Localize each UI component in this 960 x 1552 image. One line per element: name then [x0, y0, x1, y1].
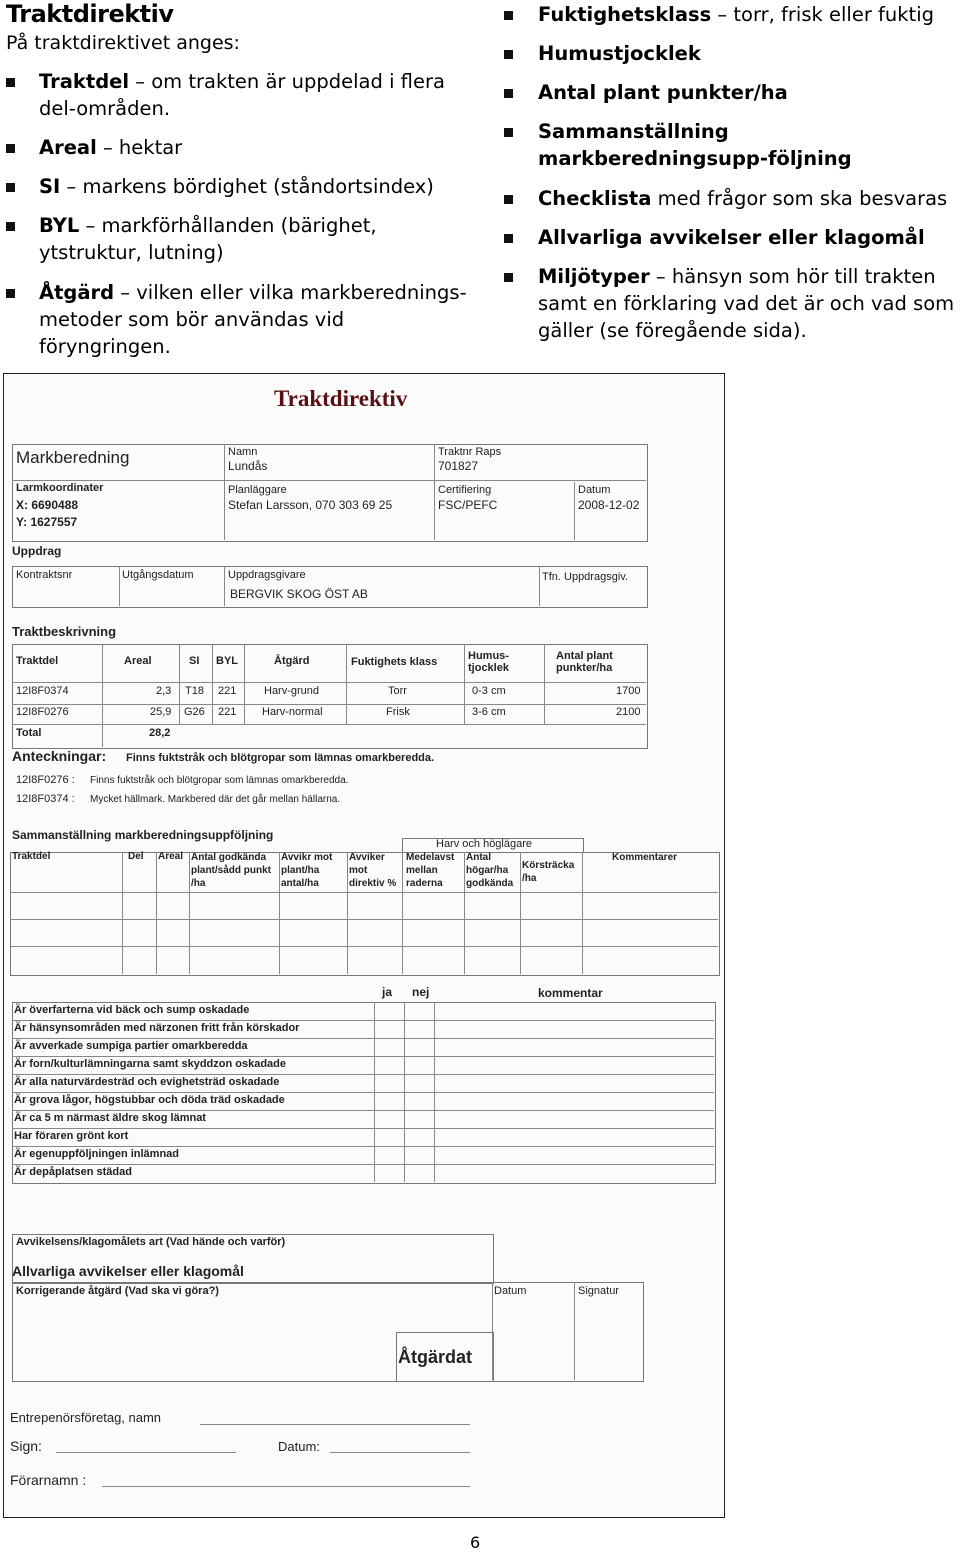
- bullet-checklista: [538, 185, 960, 212]
- anteckningar-text: Finns fuktstråk och blötgropar som lämnas omarkberedda.: [126, 752, 435, 764]
- bullet-text: – hektar: [96, 136, 183, 159]
- divider: [12, 704, 646, 705]
- divider: [464, 644, 465, 724]
- signature-line: [200, 1424, 470, 1425]
- divider: [544, 644, 545, 724]
- sign-label: Sign:: [10, 1438, 42, 1454]
- divider: [122, 852, 123, 974]
- divider: [582, 852, 583, 974]
- divider: [434, 444, 435, 540]
- form-title: Traktdirektiv: [274, 386, 408, 411]
- certifiering-value: FSC/PEFC: [438, 498, 498, 512]
- divider: [12, 1110, 714, 1111]
- uppdragsgivare-label: Uppdragsgivare: [228, 569, 306, 581]
- planlaggare-label: Planläggare: [228, 484, 287, 496]
- check-item: Är avverkade sumpiga partier omarkberedda: [14, 1040, 248, 1052]
- divider: [12, 1020, 714, 1021]
- bullet-antal-plant: [538, 79, 960, 106]
- divider: [574, 482, 575, 540]
- check-item: Är forn/kulturlämningarna samt skyddzon oskadade: [14, 1058, 287, 1070]
- datum-value: 2008-12-02: [578, 498, 640, 512]
- divider: [279, 852, 280, 974]
- tfn-label: Tfn. Uppdragsgiv.: [542, 571, 629, 583]
- bullet-square-icon: [504, 11, 513, 20]
- s-col-medelavst: Medelavst mellan raderna: [406, 852, 455, 889]
- divider: [10, 892, 718, 893]
- korr-datum-label: Datum: [494, 1285, 527, 1297]
- planlaggare-value: Stefan Larsson, 070 303 69 25: [228, 498, 393, 512]
- col-atgard: Åtgärd: [274, 655, 310, 667]
- note1-text: Finns fuktstråk och blötgropar som lämnas omarkberedda.: [90, 775, 349, 786]
- ja-label: ja: [382, 985, 393, 999]
- divider: [12, 724, 646, 725]
- bullet-square-icon: [504, 195, 513, 204]
- divider: [464, 852, 465, 974]
- check-item: Är ca 5 m närmast äldre skog lämnat: [14, 1112, 206, 1124]
- check-item: Är egenuppföljningen inlämnad: [14, 1148, 179, 1160]
- cell: Harv-normal: [262, 706, 323, 718]
- kontraktsnr-label: Kontraktsnr: [16, 569, 73, 581]
- note1-id: 12I8F0276 :: [16, 774, 75, 786]
- bullet-areal: [39, 134, 479, 161]
- cell: G26: [184, 706, 205, 718]
- divider: [224, 444, 225, 540]
- note2-text: Mycket hällmark. Markbered där det går mellan hällarna.: [90, 794, 341, 805]
- divider: [12, 682, 646, 683]
- utgangsdatum-label: Utgångsdatum: [122, 569, 194, 581]
- s-col-korstracka: Körsträcka /ha: [522, 860, 575, 884]
- namn-label: Namn: [228, 446, 258, 458]
- cell: 12I8F0276: [16, 706, 69, 718]
- allvarliga-heading: Allvarliga avvikelser eller klagomål: [12, 1263, 244, 1279]
- bullet-text: – vilken eller vilka markberednings-metoder som bör användas vid föryngringen.: [39, 281, 467, 358]
- bullet-term: Antal plant punkter/ha: [538, 81, 788, 104]
- bullet-text: – torr, frisk eller fuktig: [711, 3, 934, 26]
- bullet-si: [39, 173, 479, 200]
- divider: [189, 852, 190, 974]
- divider: [12, 1074, 714, 1075]
- divider: [179, 644, 180, 724]
- harv-label: Harv och höglägare: [436, 838, 533, 850]
- s-col-del: Del: [128, 851, 144, 862]
- divider: [520, 852, 521, 974]
- divider: [12, 1164, 714, 1165]
- namn-value: Lundås: [228, 459, 268, 473]
- bullet-term: Checklista: [538, 187, 652, 210]
- signature-line: [102, 1486, 470, 1487]
- check-item: Är överfarterna vid bäck och sump oskadade: [14, 1004, 250, 1016]
- divider: [12, 1128, 714, 1129]
- atgardat-label: Åtgärdat: [398, 1347, 473, 1367]
- cell: Torr: [388, 685, 407, 697]
- total-value: 28,2: [149, 727, 171, 739]
- y-coordinate: Y: 1627557: [16, 515, 78, 529]
- anteckningar-label: Anteckningar:: [12, 748, 107, 764]
- larmkoordinater-label: Larmkoordinater: [16, 482, 104, 494]
- cell: 1700: [616, 685, 641, 697]
- certifiering-label: Certifiering: [438, 484, 492, 496]
- bullet-text: – om trakten är uppdelad i flera del-områden.: [39, 70, 445, 120]
- page-heading: Traktdirektiv: [6, 0, 174, 28]
- page-number: 6: [470, 1533, 481, 1552]
- cell: Harv-grund: [264, 685, 320, 697]
- check-item: Är alla naturvärdesträd och evighetsträd oskadade: [14, 1076, 280, 1088]
- bullet-fuktighetsklass: [538, 1, 960, 28]
- bullet-term: Miljötyper: [538, 265, 650, 288]
- col-areal: Areal: [124, 655, 152, 667]
- bullet-square-icon: [6, 183, 15, 192]
- bullet-allvarliga: [538, 224, 960, 251]
- nej-label: nej: [412, 985, 430, 999]
- divider: [12, 1146, 714, 1147]
- bullet-traktdel: [39, 68, 479, 122]
- col-si: SI: [189, 655, 200, 667]
- traktdirektiv-form-scan: [3, 373, 725, 1518]
- bullet-square-icon: [504, 89, 513, 98]
- bullet-square-icon: [6, 144, 15, 153]
- col-traktdel: Traktdel: [16, 655, 59, 667]
- bullet-text: – hänsyn som hör till trakten samt en förklaring vad det är och vad som gäller (se föregående sida).: [538, 265, 955, 342]
- divider: [244, 644, 245, 724]
- avvikelse-art-label: Avvikelsens/klagomålets art (Vad hände och varför): [16, 1236, 286, 1248]
- divider: [12, 1056, 714, 1057]
- traktbeskrivning-label: Traktbeskrivning: [12, 624, 117, 639]
- korr-signatur-label: Signatur: [578, 1285, 619, 1297]
- divider: [119, 566, 120, 606]
- korrigerande-box: [12, 1282, 644, 1382]
- cell: 25,9: [150, 706, 172, 718]
- cell: 0-3 cm: [472, 685, 506, 697]
- bullet-text: – markförhållanden (bärighet, ytstruktur, lutning): [39, 214, 377, 264]
- sign-datum-label: Datum:: [278, 1439, 320, 1454]
- bullet-square-icon: [6, 78, 15, 87]
- divider: [574, 1282, 575, 1380]
- bullet-term: BYL: [39, 214, 80, 237]
- s-col-avviker-plant: Avvikr mot plant/ha antal/ha: [281, 852, 333, 889]
- divider: [156, 852, 157, 974]
- korrigerande-label: Korrigerande åtgärd (Vad ska vi göra?): [16, 1285, 219, 1297]
- bullet-text: med frågor som ska besvaras: [651, 187, 948, 210]
- note2-id: 12I8F0374 :: [16, 793, 75, 805]
- bullet-square-icon: [504, 234, 513, 243]
- bullet-term: Åtgärd: [39, 281, 115, 304]
- bullet-miljotyper: [538, 263, 960, 344]
- col-byl: BYL: [216, 655, 238, 667]
- divider: [10, 919, 718, 920]
- bullet-term: Sammanställning markberedningsupp-följning: [538, 120, 852, 170]
- bullet-term: Areal: [39, 136, 97, 159]
- cell: 2100: [616, 706, 641, 718]
- cell: 221: [218, 706, 237, 718]
- s-col-traktdel: Traktdel: [12, 851, 51, 862]
- datum-label: Datum: [578, 484, 611, 496]
- bullet-term: Fuktighetsklass: [538, 3, 712, 26]
- s-col-antal-hogar: Antal högar/ha godkända: [466, 852, 514, 889]
- divider: [212, 644, 213, 724]
- bullet-text: – markens bördighet (ståndortsindex): [60, 175, 434, 198]
- cell: 3-6 cm: [472, 706, 506, 718]
- traktnr-value: 701827: [438, 459, 479, 473]
- kommentar-label: kommentar: [538, 986, 603, 1000]
- bullet-term: Humustjocklek: [538, 42, 701, 65]
- divider: [102, 644, 103, 747]
- bullet-sammanstallning: [538, 118, 960, 172]
- bullet-humustjocklek: [538, 40, 960, 67]
- bullet-byl: [39, 212, 479, 266]
- total-label: Total: [16, 727, 42, 739]
- bullet-term: Allvarliga avvikelser eller klagomål: [538, 226, 925, 249]
- s-col-kommentarer: Kommentarer: [612, 852, 678, 863]
- bullet-atgard: [39, 279, 479, 360]
- s-col-antal-godkanda: Antal godkända plant/sådd punkt /ha: [191, 852, 271, 889]
- divider: [539, 566, 540, 606]
- cell: 221: [218, 685, 237, 697]
- cell: Frisk: [386, 706, 410, 718]
- divider: [12, 1092, 714, 1093]
- bullet-term: SI: [39, 175, 61, 198]
- divider: [12, 1038, 714, 1039]
- uppdragsgivare-value: BERGVIK SKOG ÖST AB: [230, 587, 368, 601]
- cell: 2,3: [156, 685, 172, 697]
- bullet-square-icon: [6, 222, 15, 231]
- forarnamn-label: Förarnamn :: [10, 1472, 87, 1488]
- check-item: Är grova lågor, högstubbar och döda träd oskadade: [14, 1094, 285, 1106]
- check-item: Är depåplatsen städad: [14, 1166, 132, 1178]
- s-col-areal: Areal: [158, 851, 184, 862]
- col-humustjocklek: Humus-tjocklek: [468, 650, 509, 674]
- signature-line: [56, 1452, 236, 1453]
- check-item: Är hänsynsområden med närzonen fritt från körskador: [14, 1022, 300, 1034]
- bullet-square-icon: [504, 50, 513, 59]
- check-item: Har föraren grönt kort: [14, 1130, 129, 1142]
- uppdrag-label: Uppdrag: [12, 544, 62, 558]
- divider: [12, 480, 646, 481]
- cell: 12I8F0374: [16, 685, 69, 697]
- bullet-term: Traktdel: [39, 70, 130, 93]
- sammanstallning-title: Sammanställning markberedningsuppföljning: [12, 828, 274, 842]
- x-coordinate: X: 6690488: [16, 498, 79, 512]
- traktnr-label: Traktnr Raps: [438, 446, 502, 458]
- bullet-square-icon: [6, 289, 15, 298]
- markberedning-label: Markberedning: [16, 448, 130, 467]
- traktbeskrivning-table: [12, 644, 648, 749]
- bullet-square-icon: [504, 128, 513, 137]
- col-fuktighetsklass: Fuktighets klass: [351, 656, 438, 668]
- entreprenor-label: Entrepenörsföretag, namn: [10, 1410, 162, 1425]
- bullet-square-icon: [504, 273, 513, 282]
- divider: [10, 946, 718, 947]
- signature-line: [330, 1452, 470, 1453]
- divider: [347, 852, 348, 974]
- cell: T18: [185, 685, 204, 697]
- col-antal-plant: Antal plant punkter/ha: [556, 650, 613, 674]
- intro-text: På traktdirektivet anges:: [6, 32, 240, 54]
- s-col-avviker-direktiv: Avviker mot direktiv %: [349, 852, 397, 889]
- divider: [346, 644, 347, 724]
- divider: [224, 566, 225, 606]
